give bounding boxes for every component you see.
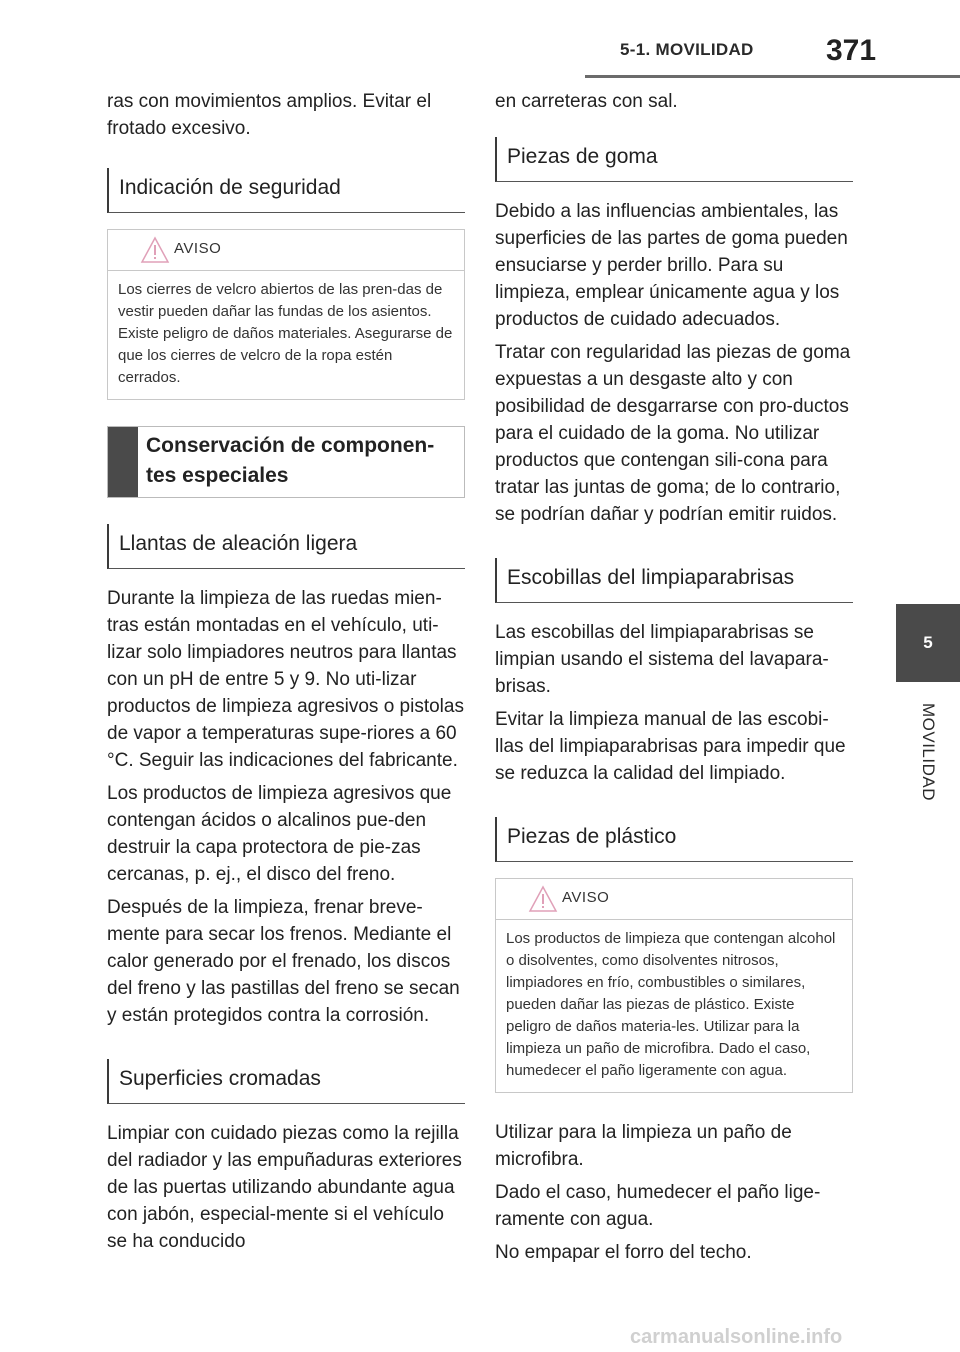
- paragraph: Debido a las influencias ambientales, las superficies de las partes de goma pueden ensuciarse y perder brillo. Para su limpieza, emplear únicamente agua y los productos de cuidado adecuados.: [495, 201, 848, 330]
- page-number: 371: [826, 34, 877, 67]
- section-heading-chrome: Superficies cromadas: [107, 1059, 465, 1104]
- chapter-label: MOVILIDAD: [919, 702, 938, 802]
- left-column: [107, 88, 465, 1261]
- section-heading-wiper: Escobillas del limpiaparabrisas: [495, 558, 853, 603]
- chapter-tab: 5: [896, 604, 960, 682]
- paragraph: Después de la limpieza, frenar breve-mente para secar los frenos. Mediante el calor generado por el frenado, los discos del freno y las pastillas del freno se secan y están protegidos contra la corrosión.: [107, 897, 460, 1026]
- page-header: [0, 0, 960, 80]
- paragraph: Utilizar para la limpieza un paño de microfibra.: [495, 1122, 792, 1170]
- warning-label: AVISO: [562, 889, 610, 906]
- warning-triangle-icon: [528, 885, 558, 913]
- section-heading-safety: Indicación de seguridad: [107, 168, 465, 213]
- warning-triangle-icon: [140, 236, 170, 264]
- heading-bar: [108, 427, 138, 497]
- paragraph: Evitar la limpieza manual de las escobi-llas del limpiaparabrisas para impedir que se reduzca la calidad del limpiado.: [495, 709, 846, 784]
- section-heading-alloy: Llantas de aleación ligera: [107, 524, 465, 569]
- header-rule: [585, 75, 960, 78]
- watermark: carmanualsonline.info: [630, 1326, 843, 1348]
- warning-box: [107, 229, 465, 400]
- paragraph: ras con movimientos amplios. Evitar el frotado excesivo.: [107, 91, 432, 139]
- section-title: 5-1. MOVILIDAD: [620, 40, 754, 59]
- paragraph: en carreteras con sal.: [495, 91, 678, 112]
- warning-box: [495, 878, 853, 1093]
- chapter-subheading: [107, 426, 465, 498]
- warning-text: Los productos de limpieza que contengan alcohol o disolventes, como disolventes nitrosos, limpiadores en frío, combustibles o similares, pueden dañar las piezas de plástico. Existe peligro de daños materia-les. Utilizar para la limpieza un paño de microfibra. Dado el caso, humedecer el paño ligeramente con agua.: [506, 930, 836, 1079]
- paragraph: Durante la limpieza de las ruedas mien-tras están montadas en el vehículo, uti-lizar solo limpiadores neutros para llantas con un pH de entre 5 y 9. No uti-lizar productos de limpieza agresivos o pistolas de vapor a temperaturas supe-riores a 60 °C. Seguir las indicaciones del fabricante.: [107, 588, 464, 771]
- subheading-title: Conservación de componen-tes especiales: [146, 434, 435, 487]
- paragraph: No empapar el forro del techo.: [495, 1242, 752, 1263]
- paragraph: Tratar con regularidad las piezas de goma expuestas a un desgaste alto y con posibilidad de desgarrarse con pro-ductos para el cuidado de la goma. No utilizar productos que contengan sili-cona para tratar las juntas de goma; de lo contrario, se podrían dañar y podrían emitir ruidos.: [495, 342, 851, 525]
- paragraph: Las escobillas del limpiaparabrisas se limpian usando el sistema del lavapara-brisas.: [495, 622, 829, 697]
- paragraph: Dado el caso, humedecer el paño lige-ramente con agua.: [495, 1182, 821, 1230]
- section-heading-rubber: Piezas de goma: [495, 137, 853, 182]
- paragraph: Limpiar con cuidado piezas como la rejilla del radiador y las empuñaduras exteriores de las puertas utilizando abundante agua con jabón, especial-mente si el vehículo se ha conducido: [107, 1123, 462, 1252]
- paragraph: Los productos de limpieza agresivos que contengan ácidos o alcalinos pue-den destruir la capa protectora de pie-zas cercanas, p. ej., el disco del freno.: [107, 783, 452, 885]
- right-column: [495, 88, 853, 1272]
- warning-text: Los cierres de velcro abiertos de las pren-das de vestir pueden dañar las fundas de los asientos. Existe peligro de daños materiales. Asegurarse de que los cierres de velcro de la ropa estén cerrados.: [118, 281, 453, 386]
- section-heading-plastic: Piezas de plástico: [495, 817, 853, 862]
- warning-label: AVISO: [174, 240, 222, 257]
